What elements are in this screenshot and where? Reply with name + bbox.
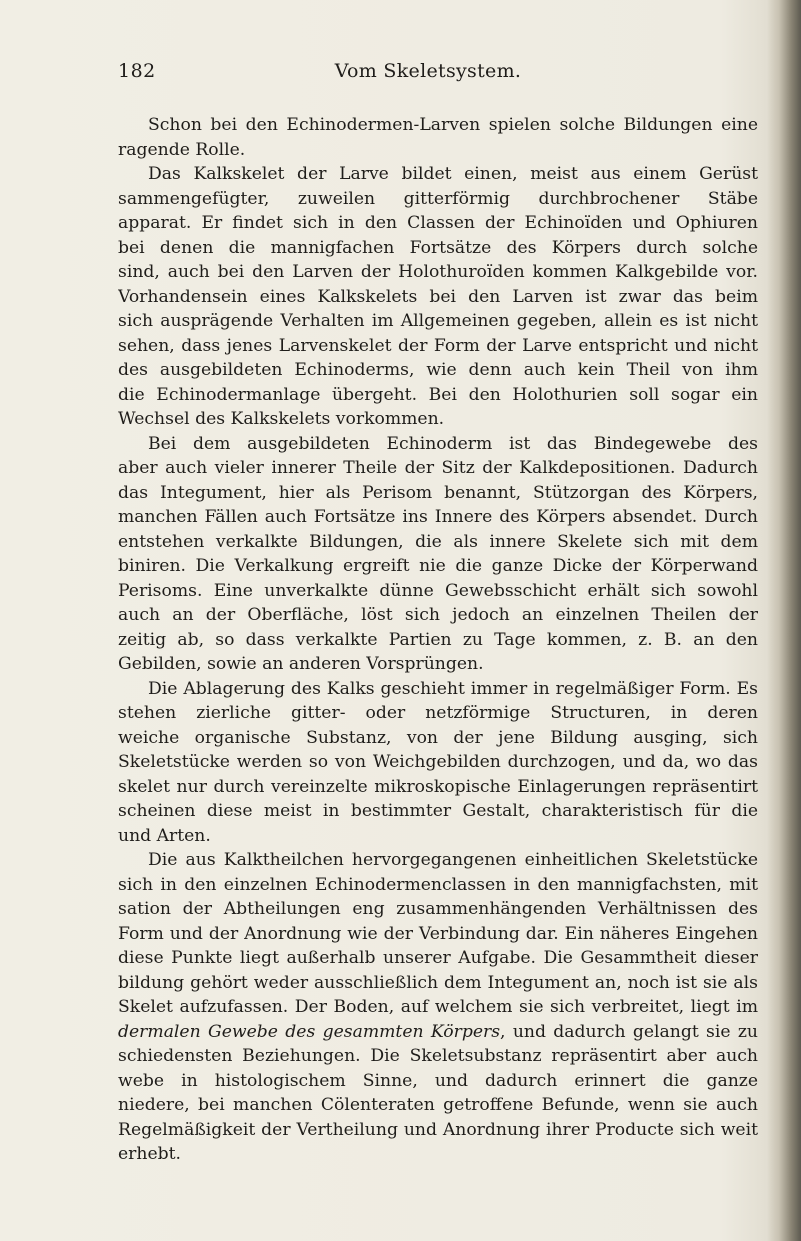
page-number: 182 bbox=[118, 60, 156, 82]
text-line: bildung gehört weder ausschließlich dem Integument an, noch ist sie als bbox=[118, 972, 758, 993]
text-line: erhebt. bbox=[118, 1144, 182, 1164]
page-edge-shadow bbox=[767, 0, 801, 1241]
paragraph bbox=[118, 432, 758, 677]
paragraph bbox=[118, 162, 758, 432]
text-line: stehen zierliche gitter- oder netzförmige Structuren, in deren bbox=[118, 703, 758, 723]
text-line: dermalen Gewebe des gesammten Körpers, und dadurch gelangt sie zu bbox=[118, 1021, 758, 1042]
text-line: bei denen die mannigfachen Fortsätze des Körpers durch solche bbox=[118, 237, 758, 258]
running-head: Vom Skeletsystem. bbox=[334, 60, 522, 82]
body-text bbox=[118, 113, 758, 1167]
text-line: sich ausprägende Verhalten im Allgemeinen gegeben, allein es ist nicht bbox=[118, 311, 758, 331]
text-line: Die Ablagerung des Kalks geschieht immer in regelmäßiger Form. Es bbox=[148, 678, 758, 699]
text-line: niedere, bei manchen Cölenteraten getroffene Befunde, wenn sie auch bbox=[118, 1095, 758, 1115]
text-line: des ausgebildeten Echinoderms, wie denn auch kein Theil von ihm bbox=[118, 360, 758, 380]
text-line: Schon bei den Echinodermen-Larven spielen solche Bildungen eine bbox=[148, 115, 758, 135]
text-line: Das Kalkskelet der Larve bildet einen, meist aus einem Gerüst bbox=[148, 164, 758, 184]
text-line: biniren. Die Verkalkung ergreift nie die ganze Dicke der Körperwand bbox=[118, 556, 758, 576]
text-line: Gebilden, sowie an anderen Vorsprüngen. bbox=[118, 654, 484, 674]
text-line: sehen, dass jenes Larvenskelet der Form der Larve entspricht und nicht bbox=[118, 335, 758, 356]
text-line: sammengefügter, zuweilen gitterförmig durchbrochener Stäbe bbox=[118, 188, 758, 209]
text-line: die Echinodermanlage übergeht. Bei den Holothurien soll sogar ein bbox=[118, 384, 758, 405]
text-line: sation der Abtheilungen eng zusammenhängenden Verhältnissen des bbox=[118, 899, 758, 919]
text-line: Perisoms. Eine unverkalkte dünne Gewebsschicht erhält sich sowohl bbox=[118, 580, 758, 601]
text-line: apparat. Er findet sich in den Classen der Echinoïden und Ophiuren bbox=[118, 213, 758, 233]
text-line: aber auch vieler innerer Theile der Sitz der Kalkdepositionen. Dadurch bbox=[118, 458, 758, 478]
text-line: diese Punkte liegt außerhalb unserer Aufgabe. Die Gesammtheit dieser bbox=[118, 948, 758, 968]
text-line: Bei dem ausgebildeten Echinoderm ist das Bindegewebe des bbox=[148, 433, 758, 454]
text-line: entstehen verkalkte Bildungen, die als innere Skelete sich mit dem bbox=[118, 531, 758, 552]
text-line: scheinen diese meist in bestimmter Gestalt, charakteristisch für die bbox=[118, 801, 758, 821]
text-line: das Integument, hier als Perisom benannt, Stützorgan des Körpers, bbox=[118, 482, 758, 503]
text-line: Skeletstücke werden so von Weichgebilden durchzogen, und da, wo das bbox=[118, 752, 758, 772]
page-header bbox=[118, 60, 758, 86]
text-line: schiedensten Beziehungen. Die Skeletsubstanz repräsentirt aber auch bbox=[118, 1046, 758, 1066]
paragraph bbox=[118, 113, 758, 162]
text-line: Skelet aufzufassen. Der Boden, auf welchem sie sich verbreitet, liegt im bbox=[118, 997, 758, 1017]
text-line: Vorhandensein eines Kalkskelets bei den Larven ist zwar das beim bbox=[118, 286, 758, 307]
text-line: Regelmäßigkeit der Vertheilung und Anordnung ihrer Producte sich weit bbox=[118, 1119, 758, 1140]
text-line: manchen Fällen auch Fortsätze ins Innere des Körpers absendet. Durch bbox=[118, 507, 758, 527]
paragraph bbox=[118, 677, 758, 849]
text-line: ragende Rolle. bbox=[118, 139, 246, 160]
text-line: Wechsel des Kalkskelets vorkommen. bbox=[118, 409, 445, 429]
text-line: sind, auch bei den Larven der Holothuroïden kommen Kalkgebilde vor. bbox=[118, 262, 758, 282]
text-line: webe in histologischem Sinne, und dadurch erinnert die ganze bbox=[118, 1070, 758, 1091]
text-line: Form und der Anordnung wie der Verbindung dar. Ein näheres Eingehen bbox=[118, 923, 758, 944]
text-line: weiche organische Substanz, von der jene Bildung ausging, sich bbox=[118, 727, 758, 748]
text-line: Die aus Kalktheilchen hervorgegangenen einheitlichen Skeletstücke bbox=[148, 850, 758, 870]
text-line: sich in den einzelnen Echinodermenclassen in den mannigfachsten, mit bbox=[118, 874, 758, 895]
text-line: auch an der Oberfläche, löst sich jedoch an einzelnen Theilen der bbox=[118, 605, 758, 625]
text-line: skelet nur durch vereinzelte mikroskopische Einlagerungen repräsentirt bbox=[118, 776, 758, 797]
text-line: und Arten. bbox=[118, 825, 211, 846]
text-line: zeitig ab, so dass verkalkte Partien zu Tage kommen, z. B. an den bbox=[118, 629, 758, 650]
paragraph bbox=[118, 848, 758, 1167]
